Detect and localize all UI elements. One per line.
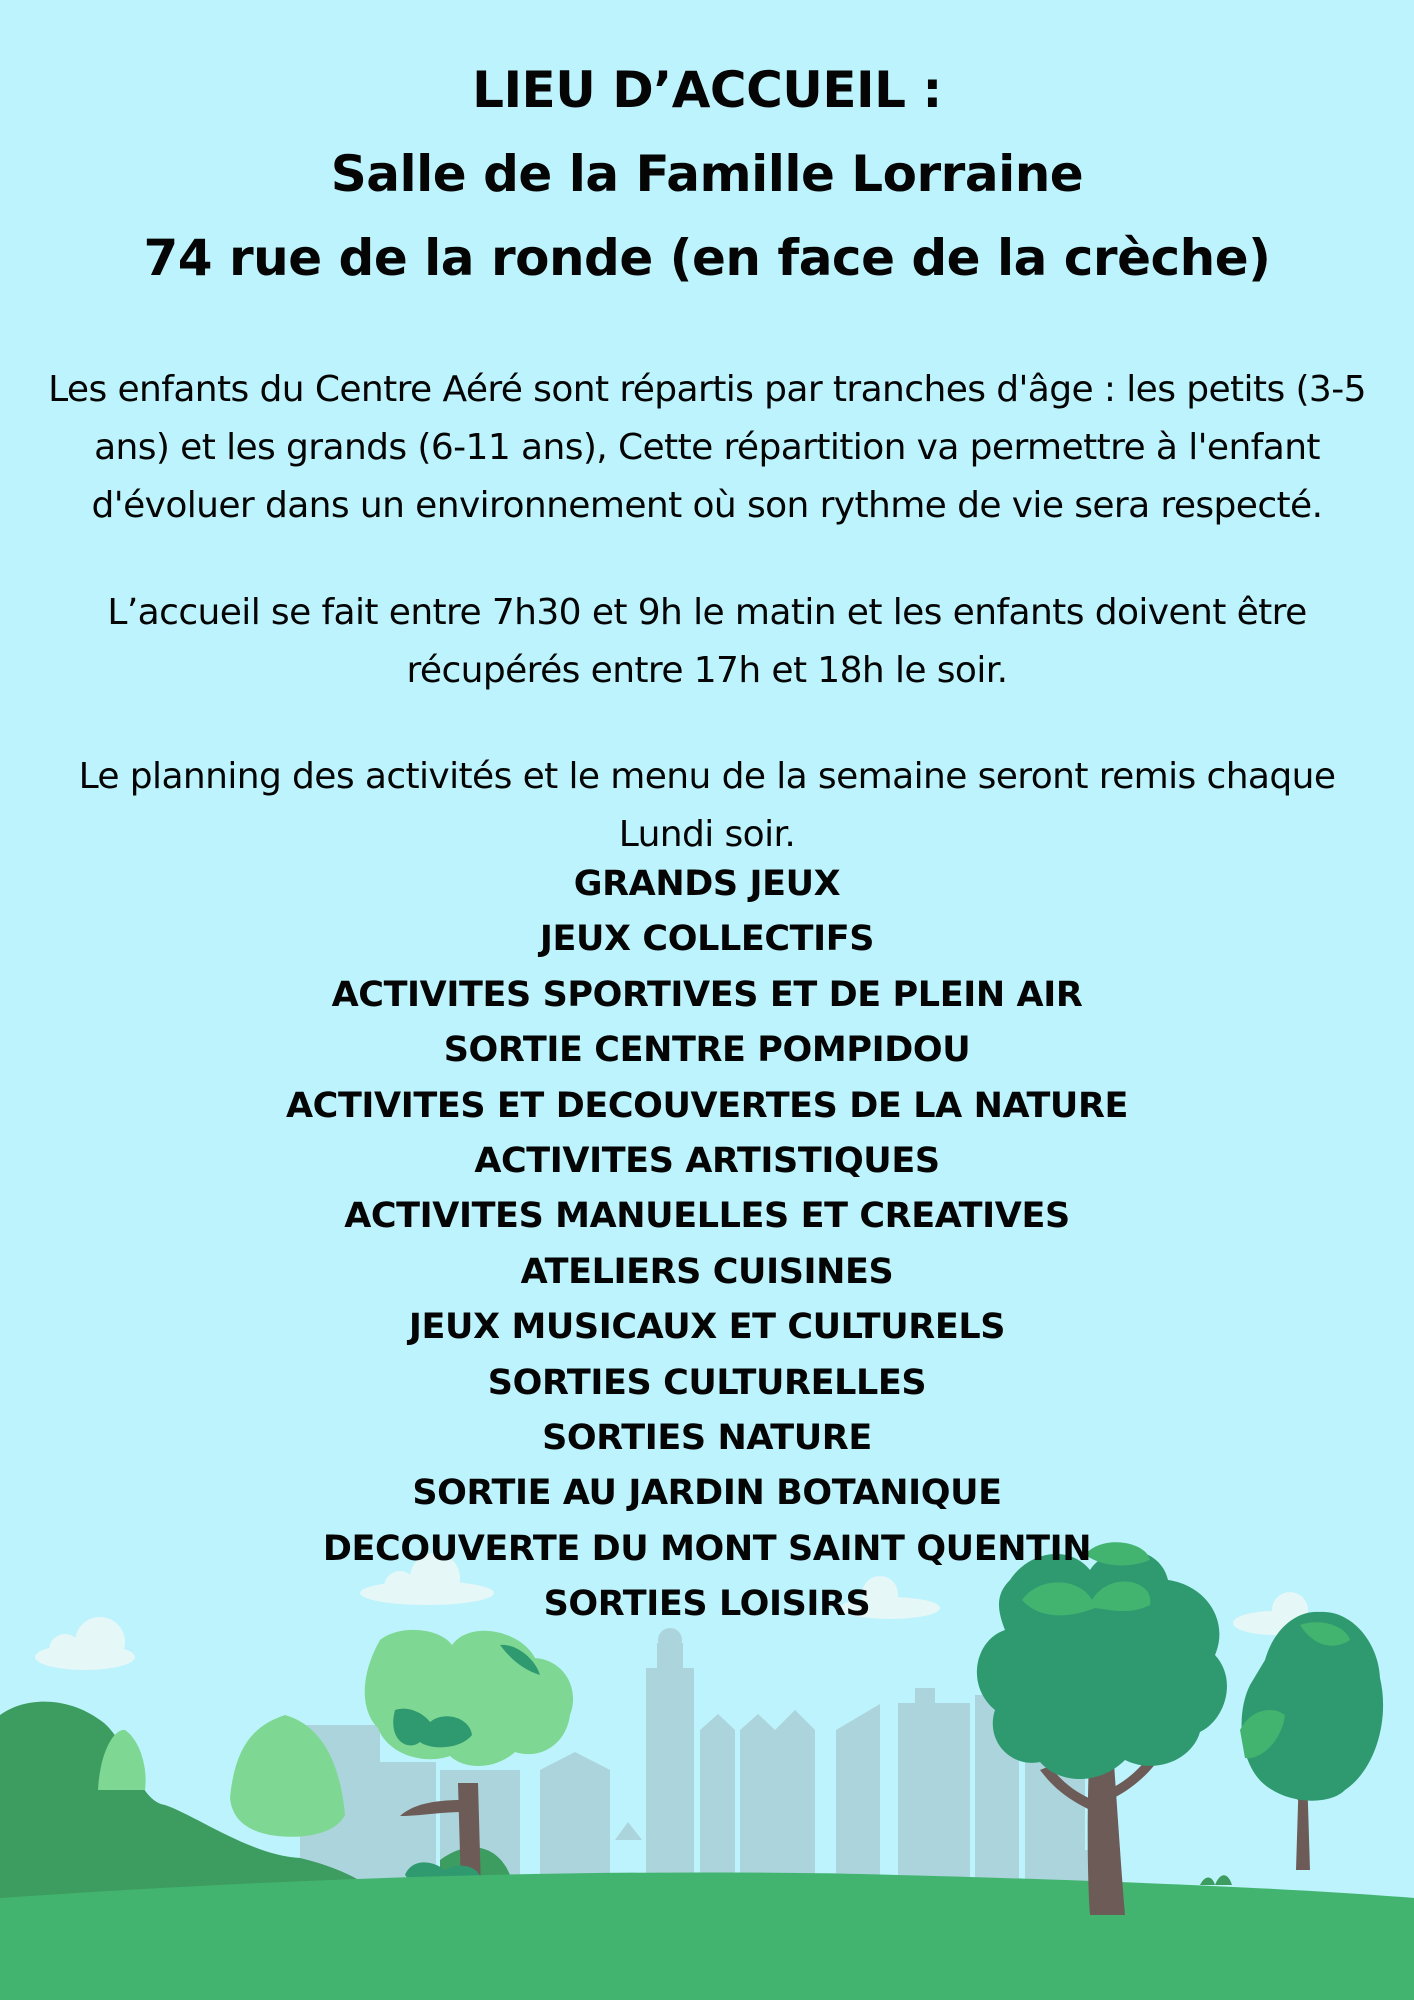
activities-list <box>0 857 1414 1633</box>
activity-item: SORTIE CENTRE POMPIDOU <box>443 1030 971 1071</box>
venue-header <box>0 48 1414 300</box>
activity-item: ACTIVITES MANUELLES ET CREATIVES <box>344 1196 1070 1237</box>
activity-item: ACTIVITES ET DECOUVERTES DE LA NATURE <box>285 1085 1129 1126</box>
activity-item: DECOUVERTE DU MONT SAINT QUENTIN <box>322 1528 1092 1569</box>
venue-address: 74 rue de la ronde (en face de la crèche) <box>143 229 1271 287</box>
activity-item: GRANDS JEUX <box>573 864 841 904</box>
venue-name: Salle de la Famille Lorraine <box>330 145 1084 203</box>
planning-paragraph: Le planning des activités et le menu de la semaine seront remis chaque Lundi soir. <box>78 756 1336 855</box>
activity-item: SORTIES CULTURELLES <box>487 1362 927 1403</box>
activity-item: JEUX MUSICAUX ET CULTURELS <box>408 1307 1006 1348</box>
tree-right-edge <box>1240 1612 1383 1870</box>
activity-item: ATELIERS CUISINES <box>520 1251 894 1292</box>
activity-item: ACTIVITES SPORTIVES ET DE PLEIN AIR <box>331 974 1083 1015</box>
schedule-paragraph: L’accueil se fait entre 7h30 et 9h le matin et les enfants doivent être récupérés entre 17h et 18h le soir. <box>107 592 1307 691</box>
activity-item: SORTIES LOISIRS <box>543 1584 871 1625</box>
activity-item: SORTIE AU JARDIN BOTANIQUE <box>412 1473 1002 1514</box>
age-groups-paragraph: Les enfants du Centre Aéré sont répartis par tranches d'âge : les petits (3-5 ans) et les grands (6-11 ans), Cette répartition va permettre à l'enfant d'évoluer dans un environnement où son rythme de vie sera respecté. <box>48 369 1366 526</box>
activity-item: SORTIES NATURE <box>542 1418 872 1459</box>
venue-heading: LIEU D’ACCUEIL : <box>472 61 942 119</box>
cloud-icon-puff <box>49 1634 81 1666</box>
activity-item: ACTIVITES ARTISTIQUES <box>474 1141 940 1182</box>
ground <box>0 1872 1414 2000</box>
activity-item: JEUX COLLECTIFS <box>539 919 875 960</box>
